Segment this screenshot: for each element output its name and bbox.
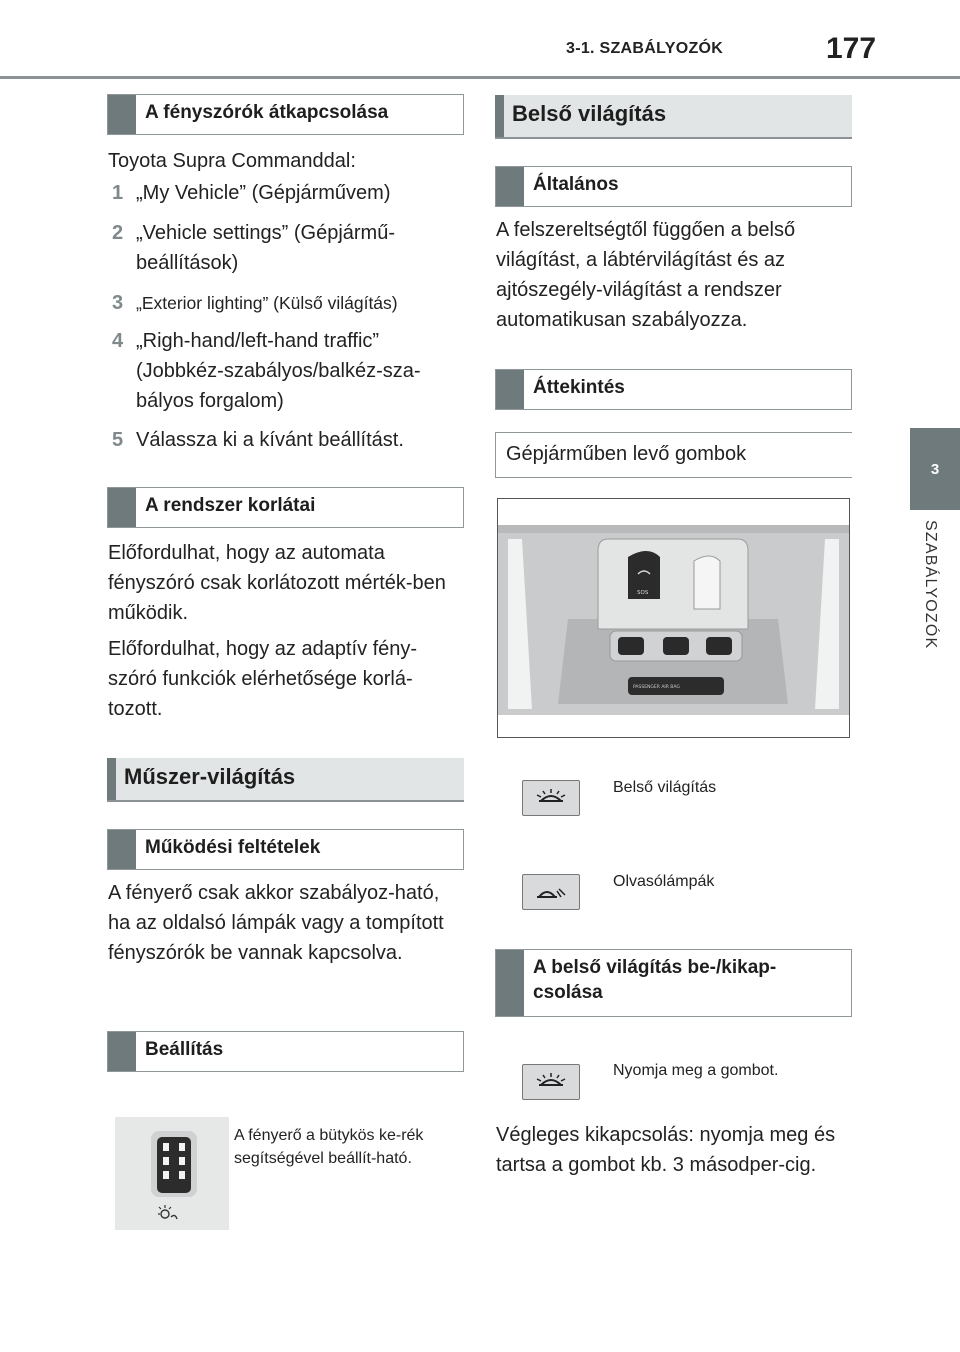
general-paragraph: A felszereltségtől függően a belső világítást, a lábtérvilágítást és az ajtószegély-világítást a rendszer automatikusan szabályozza. — [496, 219, 796, 331]
step-1 — [112, 178, 464, 208]
step-text: Válassza ki a kívánt beállítást. — [136, 429, 404, 451]
step-text: „Vehicle settings” (Gépjármű-beállítások) — [136, 222, 395, 274]
conditions-paragraph: A fényerő csak akkor szabályoz-ható, ha az oldalsó lámpák vagy a tompított fényszórók be vannak kapcsolva. — [108, 882, 444, 964]
step-number: 4 — [112, 330, 124, 352]
chapter-number: 3 — [930, 460, 940, 478]
heading-overview — [495, 369, 852, 410]
running-header-section: 3-1. SZABÁLYOZÓK — [566, 40, 724, 57]
reading-light-icon — [531, 881, 571, 903]
band-text: Belső világítás — [512, 101, 667, 126]
page-number: 177 — [826, 32, 877, 65]
heading-bar — [496, 167, 524, 206]
header-rule — [0, 76, 960, 79]
overhead-console-photo — [497, 498, 850, 738]
commander-intro: Toyota Supra Commanddal: — [108, 150, 356, 172]
interior-light-icon — [531, 787, 571, 809]
dimmer-thumbwheel-image — [115, 1117, 229, 1230]
heading-text: Működési feltételek — [145, 837, 321, 858]
band-interior-lighting — [495, 95, 852, 139]
step-number: 3 — [112, 292, 124, 314]
step-4 — [112, 326, 442, 416]
heading-text: A belső világítás be-/kikap-csolása — [533, 957, 777, 1003]
step-2 — [112, 218, 432, 278]
band-bar — [495, 95, 504, 137]
heading-setting — [107, 1031, 464, 1072]
heading-text: A fényszórók átkapcsolása — [145, 102, 389, 123]
band-bar — [107, 758, 116, 800]
interior-light-button[interactable] — [522, 780, 580, 816]
interior-light-icon — [531, 1071, 571, 1093]
heading-headlight-switch — [107, 94, 464, 135]
chapter-tab[interactable] — [910, 428, 960, 510]
step-number: 5 — [112, 429, 124, 451]
heading-bar — [496, 950, 524, 1016]
heading-bar — [108, 1032, 136, 1071]
press-button-note: Nyomja meg a gombot. — [613, 1062, 779, 1079]
step-number: 1 — [112, 182, 124, 204]
buttons-caption-box — [495, 432, 852, 478]
heading-bar — [108, 488, 136, 527]
heading-interior-onoff — [495, 949, 852, 1017]
airbag-strip-label: PASSENGER AIR BAG — [633, 685, 680, 690]
heading-system-limits — [107, 487, 464, 528]
step-5 — [112, 425, 464, 455]
step-number: 2 — [112, 222, 124, 244]
sos-label: SOS — [637, 590, 649, 596]
limits-paragraph-1: Előfordulhat, hogy az automata fényszóró csak korlátozott mérték-ben működik. — [108, 542, 446, 624]
thumbwheel-note: A fényerő a bütykös ke-rék segítségével beállít-ható. — [234, 1127, 424, 1168]
step-text: „Righ-hand/left-hand traffic” (Jobbkéz-szabályos/balkéz-sza-bályos forgalom) — [136, 330, 421, 412]
band-instrument-lighting — [107, 758, 464, 802]
chapter-side-label: SZABÁLYOZÓK — [922, 520, 939, 650]
heading-text: Általános — [533, 174, 619, 195]
heading-text: A rendszer korlátai — [145, 495, 316, 516]
heading-operating-conditions — [107, 829, 464, 870]
band-text: Műszer-világítás — [124, 764, 296, 789]
heading-bar — [496, 370, 524, 409]
final-paragraph: Végleges kikapcsolás: nyomja meg és tartsa a gombot kb. 3 másodper-cig. — [496, 1124, 836, 1176]
interior-light-onoff-button[interactable] — [522, 1064, 580, 1100]
legend-label-interior: Belső világítás — [613, 779, 717, 796]
step-text: „My Vehicle” (Gépjárművem) — [136, 182, 391, 204]
heading-general — [495, 166, 852, 207]
heading-bar — [108, 95, 136, 134]
overhead-console-illustration — [498, 499, 849, 737]
heading-bar — [108, 830, 136, 869]
legend-label-reading: Olvasólámpák — [613, 873, 715, 890]
heading-text: Áttekintés — [533, 377, 625, 398]
limits-paragraph-2: Előfordulhat, hogy az adaptív fény-szóró funkciók elérhetősége korlá-tozott. — [108, 638, 418, 720]
heading-text: Beállítás — [145, 1039, 224, 1060]
reading-light-button[interactable] — [522, 874, 580, 910]
thumbwheel-icon — [115, 1117, 229, 1230]
step-text: „Exterior lighting” (Külső világítás) — [136, 293, 398, 313]
buttons-caption: Gépjárműben levő gombok — [506, 443, 747, 465]
step-3 — [112, 288, 464, 318]
